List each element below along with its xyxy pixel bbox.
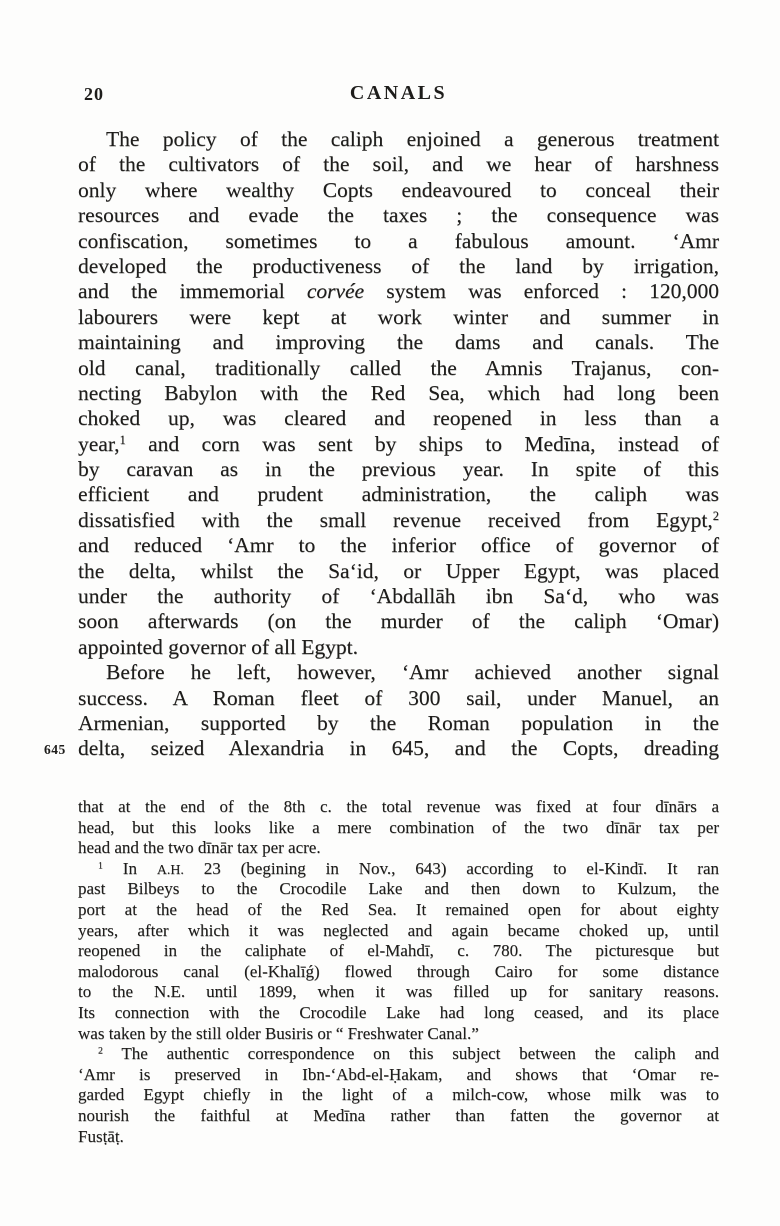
text-line: to the N.E. until 1899, when it was filled up for sanitary reasons. <box>78 982 719 1002</box>
text-line: resources and evade the taxes ; the consequence was <box>78 203 719 228</box>
text-line: appointed governor of all Egypt. <box>78 634 359 659</box>
text-line: soon afterwards (on the murder of the caliph ‘Omar) <box>78 609 719 634</box>
text-line: confiscation, sometimes to a fabulous amount. ‘Amr <box>78 228 719 253</box>
text-line: only where wealthy Copts endeavoured to conceal their <box>78 177 719 202</box>
text-line: years, after which it was neglected and again became choked up, until <box>78 920 719 940</box>
text-line: nourish the faithful at Medīna rather than fatten the governor at <box>78 1105 719 1125</box>
text-line: past Bilbeys to the Crocodile Lake and then down to Kulzum, the <box>78 879 719 899</box>
text-line: the delta, whilst the Sa‘id, or Upper Egypt, was placed <box>78 558 719 583</box>
text-line: developed the productiveness of the land by irrigation, <box>78 253 719 278</box>
text-line: success. A Roman fleet of 300 sail, under Manuel, an <box>78 685 719 710</box>
text-line: malodorous canal (el-Khalīǵ) flowed through Cairo for some distance <box>78 961 719 981</box>
text-line: under the authority of ‘Abdallāh ibn Sa‘d, who was <box>78 584 719 609</box>
text-line: dissatisfied with the small revenue received from Egypt,$^2$ <box>78 507 719 532</box>
text-line: delta, seized Alexandria in 645, and the Copts, dreading <box>78 736 719 761</box>
text-line: reopened in the caliphate of el-Mahdī, c. 780. The picturesque but <box>78 941 719 961</box>
text-line: maintaining and improving the dams and canals. The <box>78 330 719 355</box>
text-line: The policy of the caliph enjoined a generous treatment <box>106 127 719 151</box>
text-line: old canal, traditionally called the Amnis Trajanus, con- <box>78 355 719 380</box>
body-text <box>78 127 719 762</box>
running-title: CANALS <box>349 82 448 104</box>
text-line: Its connection with the Crocodile Lake had long ceased, and its place <box>78 1002 719 1022</box>
text-line: $^1$ In A.H. 23 (begining in Nov., 643) according to el-Kindī. It ran <box>98 858 719 878</box>
text-line: head, but this looks like a mere combination of the two dīnār tax per <box>78 817 719 837</box>
text-line: necting Babylon with the Red Sea, which had long been <box>78 380 719 405</box>
text-line: that at the end of the 8th c. the total revenue was fixed at four dīnārs a <box>78 797 719 816</box>
text-line: garded Egypt chiefly in the light of a milch-cow, whose milk was to <box>78 1085 719 1105</box>
text-line: efficient and prudent administration, the caliph was <box>78 482 719 507</box>
text-line: and reduced ‘Amr to the inferior office of governor of <box>78 533 719 558</box>
text-line: port at the head of the Red Sea. It remained open for about eighty <box>78 899 719 919</box>
text-line: of the cultivators of the soil, and we hear of harshness <box>78 152 719 177</box>
text-line: head and the two dīnār tax per acre. <box>78 838 321 858</box>
text-line: Fusṭāṭ. <box>78 1126 124 1146</box>
text-line: $^2$ The authentic correspondence on this subject between the caliph and <box>98 1044 719 1064</box>
text-line: labourers were kept at work winter and summer in <box>78 304 719 329</box>
text-line: choked up, was cleared and reopened in less than a <box>78 406 719 431</box>
margin-note-year: 645 <box>44 742 66 757</box>
text-line: Armenian, supported by the Roman population in the <box>78 710 719 735</box>
text-line: ‘Amr is preserved in Ibn-‘Abd-el-Ḥakam, and shows that ‘Omar re- <box>78 1064 719 1084</box>
page-number: 20 <box>84 84 104 104</box>
text-line: and the immemorial corvée system was enforced : 120,000 <box>78 279 719 304</box>
text-line: Before he left, however, ‘Amr achieved another signal <box>106 660 719 685</box>
footnote-text <box>78 797 719 1147</box>
text-line: was taken by the still older Busiris or “ Freshwater Canal.” <box>78 1023 479 1043</box>
text-line: by caravan as in the previous year. In spite of this <box>78 457 719 482</box>
text-line: year,$^1$ and corn was sent by ships to Medīna, instead of <box>78 431 719 456</box>
